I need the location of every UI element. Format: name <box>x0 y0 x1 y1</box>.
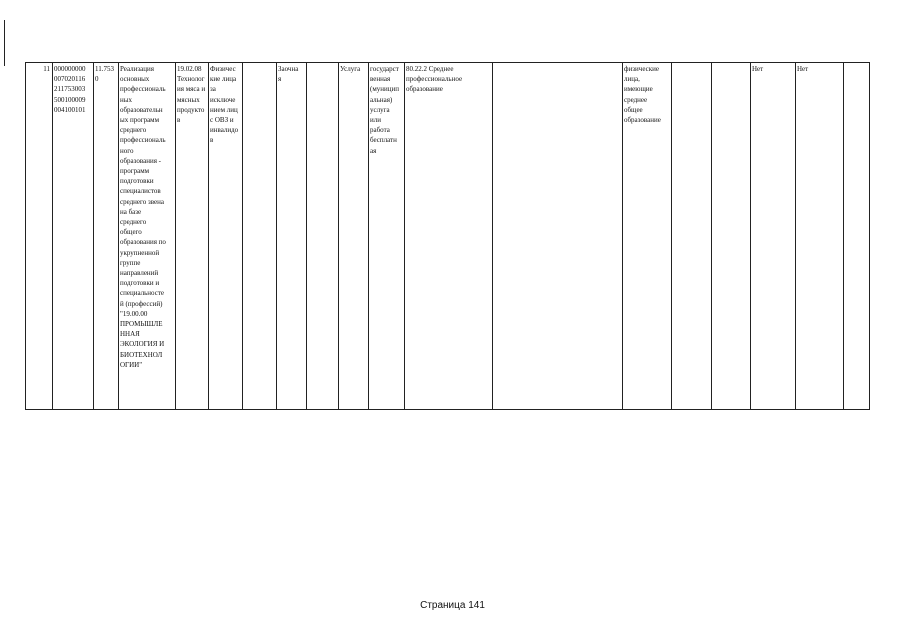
column-divider <box>622 63 623 409</box>
study-form-cell: Заочна я <box>278 65 299 84</box>
column-divider <box>843 63 844 409</box>
payment-cell: государст венная (муницип альная) услуга или работа бесплатн ая <box>370 65 399 155</box>
registry-code: 000000000 007020116 211753003 500100009 004100101 <box>54 65 86 114</box>
flag-cell-2: Нет <box>797 65 809 73</box>
column-divider <box>208 63 209 409</box>
column-divider <box>52 63 53 409</box>
column-divider <box>118 63 119 409</box>
column-divider <box>175 63 176 409</box>
column-divider <box>492 63 493 409</box>
column-divider <box>338 63 339 409</box>
service-type-cell: Услуга <box>340 65 361 73</box>
category-cell: Физичес кие лица за исключе нием лиц с ОВЗ и инвалидо в <box>210 65 239 145</box>
specialty-cell: 19.02.08 Технолог ия мяса и мясных продукто в <box>177 65 206 125</box>
consumers-cell: физические лица, имеющие среднее общее образование <box>624 65 661 125</box>
service-name: Реализация основных профессиональ ных образовательн ых программ среднего профессиональ ного образования - программ подготовки специалистов среднего звена на базе среднего общего образования по укрупненной группе направлений подготовки и специальносте й (профессий) "19.00.00 ПРОМЫШЛЕ ННАЯ ЭКОЛОГИЯ И БИОТЕХНОЛ ОГИИ" <box>120 65 166 369</box>
column-divider <box>671 63 672 409</box>
column-divider <box>93 63 94 409</box>
registry-code-suffix: 11.753 0 <box>95 65 114 84</box>
flag-cell-1: Нет <box>752 65 764 73</box>
column-divider <box>711 63 712 409</box>
column-divider <box>276 63 277 409</box>
column-divider <box>795 63 796 409</box>
page-number: Страница 141 <box>420 600 485 611</box>
row-number: 11 <box>43 65 50 73</box>
registry-table <box>25 62 870 410</box>
column-divider <box>750 63 751 409</box>
column-divider <box>404 63 405 409</box>
okved-cell: 80.22.2 Среднее профессиональное образование <box>406 65 463 94</box>
column-divider <box>242 63 243 409</box>
column-divider <box>306 63 307 409</box>
margin-line <box>4 20 5 66</box>
column-divider <box>368 63 369 409</box>
